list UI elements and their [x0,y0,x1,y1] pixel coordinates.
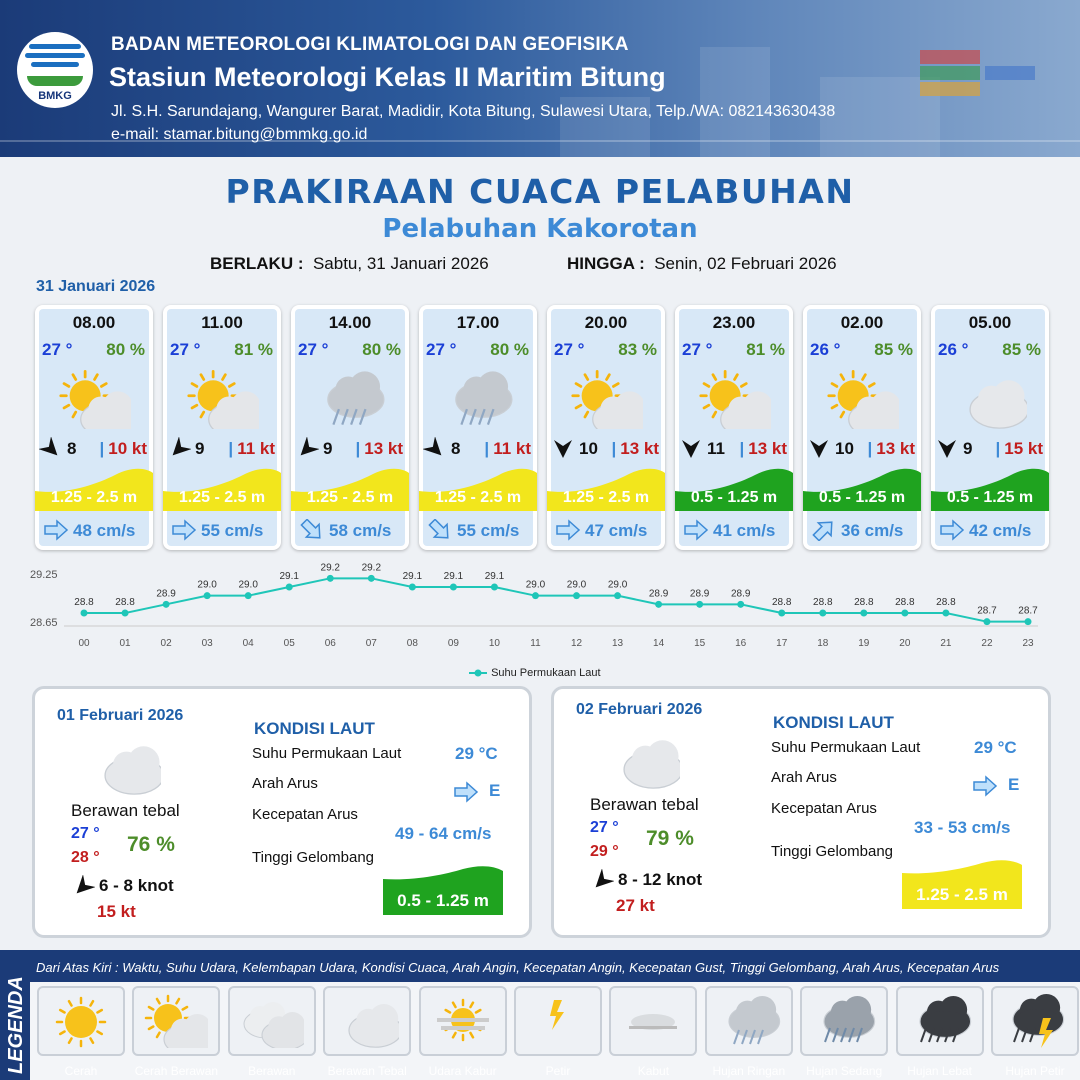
sst-point [122,610,129,617]
x-tick-label: 15 [694,638,706,649]
wind-direction-icon [935,437,959,461]
forecast-time: 05.00 [968,313,1012,332]
cerah-berawan-icon [825,367,899,429]
cerah-berawan-icon [144,992,208,1048]
x-tick-label: 17 [776,638,788,649]
forecast-time: 23.00 [712,313,756,332]
weather-icon [697,367,771,429]
legend-item-label: Berawan [248,1064,296,1078]
panel-temp-max: 28 ° [71,849,100,866]
current-speed-label: Kecepatan Arus [771,800,877,817]
sst-data-label: 28.8 [74,597,94,608]
sst-data-label: 29.1 [402,571,423,582]
x-tick-label: 13 [612,638,624,649]
sst-point [409,584,416,591]
gust-speed: | 13 kt [611,439,659,458]
current-speed-value: 33 - 53 cm/s [914,818,1011,837]
chart-legend: Suhu Permukaan Laut [468,667,601,679]
sst-point [1025,618,1032,625]
panel-humidity: 76 % [127,833,175,856]
sst-data-label: 29.0 [607,579,628,591]
x-tick-label: 06 [324,638,336,649]
panel-gust: 15 kt [97,902,136,921]
humidity: 80 % [490,340,529,359]
port-name: Pelabuhan Kakorotan [382,214,698,244]
legend-item-label: Hujan Ringan [712,1064,786,1078]
sst-point [778,610,785,617]
berawan-tebal-icon [335,992,399,1048]
sst-point [573,592,580,599]
legend-item [132,986,220,1080]
wave-height: 0.5 - 1.25 m [818,489,906,506]
sst-line-chart [28,560,1048,660]
bmkg-logo: BMKG [17,32,93,108]
legend-item-label: Berawan Tebal [327,1064,407,1078]
sst-value: 29 °C [974,738,1017,757]
x-tick-label: 08 [406,638,418,649]
legend-item-label: Cerah [64,1064,98,1078]
current-speed: 42 cm/s [969,521,1032,540]
y-tick-label: 29.25 [30,569,58,581]
sst-point [860,610,867,617]
current-speed: 58 cm/s [329,521,392,540]
legend-item [896,986,984,1080]
wind-speed: 9 [963,439,973,458]
x-tick-label: 09 [447,638,459,649]
wind-speed: 11 [707,439,725,458]
current-speed: 55 cm/s [201,521,264,540]
x-tick-label: 23 [1022,638,1034,649]
sea-condition-title: KONDISI LAUT [773,713,894,732]
sst-data-label: 28.8 [936,597,956,608]
current-direction-icon [43,519,69,541]
wave-label: Tinggi Gelombang [252,849,375,866]
sst-point [737,601,744,608]
hujan-ringan-icon [313,367,387,429]
current-direction-label: Arah Arus [252,775,318,792]
wind-direction-icon [807,437,831,461]
air-temperature: 27 ° [554,340,585,359]
sst-data-label: 28.9 [648,588,669,600]
petir-icon [526,992,590,1048]
current-direction-icon [811,519,837,541]
current-direction-value: E [489,781,501,800]
legend-title [2,950,30,1080]
sst-data-label: 28.8 [772,597,792,608]
humidity: 85 % [1002,340,1041,359]
wind-direction-icon [295,437,319,461]
x-tick-label: 19 [858,638,870,649]
udara-kabur-icon [431,992,495,1048]
weather-icon [569,367,643,429]
sst-data-label: 28.9 [730,588,751,600]
air-temperature: 27 ° [426,340,457,359]
panel-temp-min: 27 ° [71,825,100,842]
current-speed: 48 cm/s [73,521,136,540]
air-temperature: 26 ° [810,340,841,359]
hujan-petir-icon [1003,992,1067,1048]
current-direction-value: E [1008,775,1020,794]
forecast-time: 08.00 [72,313,116,332]
air-temperature: 27 ° [42,340,73,359]
humidity: 81 % [234,340,273,359]
page-title: PRAKIRAAN CUACA PELABUHAN [225,172,855,211]
sst-point [327,575,334,582]
cerah-berawan-icon [185,367,259,429]
gust-speed: | 11 kt [484,439,531,458]
current-direction-icon [453,781,479,808]
current-speed: 55 cm/s [457,521,520,540]
current-direction-label: Arah Arus [771,769,837,786]
x-tick-label: 01 [119,638,131,649]
x-tick-label: 03 [201,638,213,649]
forecast-card [419,305,537,550]
humidity: 80 % [362,340,401,359]
current-speed-value: 49 - 64 cm/s [395,824,492,843]
cerah-berawan-icon [57,367,131,429]
sst-data-label: 29.1 [443,571,464,582]
x-tick-label: 04 [242,638,254,649]
forecast-time: 20.00 [584,313,628,332]
sst-value: 29 °C [455,744,498,763]
sst-point [450,584,457,591]
panel-date: 02 Februari 2026 [576,701,703,718]
panel-wave-height: 0.5 - 1.25 m [397,891,489,910]
humidity: 80 % [106,340,145,359]
day-label: 31 Januari 2026 [36,278,156,295]
wind-speed: 10 [835,439,854,458]
wave-height: 1.25 - 2.5 m [178,489,266,506]
gust-speed: | 11 kt [228,439,275,458]
wind-speed: 8 [451,439,461,458]
x-tick-label: 00 [78,638,90,649]
sst-point [532,592,539,599]
current-speed: 47 cm/s [585,521,648,540]
sst-data-label: 28.8 [813,597,833,608]
panel-temp-max: 29 ° [590,843,619,860]
forecast-card [675,305,793,550]
panel-wave-height: 1.25 - 2.5 m [916,885,1008,904]
legend-item-label: Hujan Sedang [806,1064,883,1078]
panel-humidity: 79 % [646,827,694,850]
panel-weather-desc: Berawan tebal [590,795,699,814]
y-tick-label: 28.65 [30,617,58,629]
sst-point [655,601,662,608]
legend-item-label: Udara Kabur [428,1064,497,1078]
panel-date: 01 Februari 2026 [57,707,184,724]
sst-point [491,584,498,591]
legend-item-label: Hujan Lebat [907,1064,972,1078]
panel-gust: 27 kt [616,896,655,915]
x-tick-label: 07 [365,638,377,649]
sst-point [696,601,703,608]
wind-direction-icon [551,437,575,461]
wave-height: 0.5 - 1.25 m [946,489,1034,506]
current-direction-icon [427,519,453,541]
forecast-time: 11.00 [201,313,243,332]
cerah-berawan-icon [697,367,771,429]
sea-condition-title: KONDISI LAUT [254,719,375,738]
station-name: Stasiun Meteorologi Kelas II Maritim Bitung [109,62,666,92]
forecast-card [35,305,153,550]
legend-item [514,986,602,1080]
sst-data-label: 28.8 [895,597,915,608]
x-tick-label: 10 [488,638,500,649]
sst-point [245,592,252,599]
berawan-tebal-icon [953,367,1027,429]
cerah-berawan-icon [569,367,643,429]
current-direction-icon [972,775,998,802]
header-banner [0,0,1080,157]
air-temperature: 26 ° [938,340,969,359]
forecast-card [291,305,409,550]
x-tick-label: 18 [817,638,829,649]
legend-item [705,986,793,1080]
wind-direction-icon [39,437,63,461]
humidity: 85 % [874,340,913,359]
wind-direction-icon [167,437,191,461]
sst-data-label: 28.7 [977,605,997,617]
panel-weather-icon [89,733,161,800]
legend-item-label: Hujan Petir [1005,1064,1065,1078]
gust-speed: | 10 kt [99,439,147,458]
wave-height: 1.25 - 2.5 m [562,489,650,506]
berawan-icon [240,992,304,1048]
legend-item [800,986,888,1080]
x-tick-label: 16 [735,638,747,649]
current-direction-icon [939,519,965,541]
wind-speed: 9 [323,439,333,458]
sst-data-label: 28.9 [156,588,176,600]
air-temperature: 27 ° [298,340,329,359]
wind-speed: 8 [67,439,77,458]
humidity: 81 % [746,340,785,359]
weather-icon [825,367,899,429]
hujan-sedang-icon [812,992,876,1048]
humidity: 83 % [618,340,657,359]
panel-wind-direction-icon [590,869,612,891]
sst-data-label: 29.1 [279,571,299,582]
sst-point [942,610,949,617]
air-temperature: 27 ° [170,340,201,359]
wave-label: Tinggi Gelombang [771,843,894,860]
valid-to: HINGGA : Senin, 02 Februari 2026 [567,254,837,273]
legend-item-label: Kabut [637,1064,670,1078]
panel-wind-direction-icon [71,875,93,897]
current-direction-icon [683,519,709,541]
hujan-ringan-icon [717,992,781,1048]
day-panel [551,686,1051,938]
legend-item [228,986,316,1080]
forecast-time: 02.00 [840,313,884,332]
panel-weather-desc: Berawan tebal [71,801,180,820]
legend-item-label: Cerah Berawan [134,1064,219,1078]
sst-data-label: 29.0 [238,579,258,591]
forecast-time: 17.00 [456,313,500,332]
gust-speed: | 13 kt [355,439,403,458]
sst-data-label: 29.2 [320,562,340,574]
sst-data-label: 29.2 [361,562,382,574]
sst-point [286,584,293,591]
address: Jl. S.H. Sarundajang, Wangurer Barat, Madidir, Kota Bitung, Sulawesi Utara, Telp./WA: 082143630438 [111,103,836,120]
wave-height: 1.25 - 2.5 m [434,489,522,506]
svg-text:LEGENDA: LEGENDA [5,976,27,1074]
forecast-time: 14.00 [328,313,372,332]
sst-point [163,601,170,608]
x-tick-label: 11 [530,638,541,649]
sst-label: Suhu Permukaan Laut [771,739,921,756]
current-speed-label: Kecepatan Arus [252,806,358,823]
current-direction-icon [299,519,325,541]
legend-item [609,986,697,1080]
wind-speed: 9 [195,439,205,458]
gust-speed: | 13 kt [867,439,915,458]
weather-icon [953,367,1027,429]
sst-data-label: 28.8 [115,597,135,608]
sst-data-label: 29.0 [566,579,587,591]
sst-data-label: 29.1 [484,571,505,582]
current-speed: 41 cm/s [713,521,776,540]
sst-data-label: 28.8 [854,597,874,608]
sst-point [368,575,375,582]
panel-weather-icon [608,727,680,794]
current-direction-icon [171,519,197,541]
weather-icon [57,367,131,429]
valid-from: BERLAKU : Sabtu, 31 Januari 2026 [210,254,489,273]
hujan-lebat-icon [908,992,972,1048]
sst-label: Suhu Permukaan Laut [252,745,402,762]
forecast-card [547,305,665,550]
org-name: BADAN METEOROLOGI KLIMATOLOGI DAN GEOFISIKA [111,34,629,55]
panel-wind-speed: 6 - 8 knot [99,876,174,895]
forecast-card [803,305,921,550]
wave-height: 1.25 - 2.5 m [50,489,138,506]
weather-icon [185,367,259,429]
legend-description: Dari Atas Kiri : Waktu, Suhu Udara, Kelembapan Udara, Kondisi Cuaca, Arah Angin, Kecepatan Angin, Kecepatan Gust, Tinggi Gelombang, Arah Arus, Kecepatan Arus [36,960,1000,975]
sst-series-line [84,578,1028,621]
sst-point [901,610,908,617]
legend-item [37,986,125,1080]
sst-data-label: 28.7 [1018,605,1038,617]
sst-point [819,610,826,617]
wind-direction-icon [423,437,447,461]
sst-data-label: 29.0 [197,579,217,591]
x-tick-label: 22 [981,638,993,649]
forecast-card [163,305,281,550]
wave-height: 0.5 - 1.25 m [690,489,778,506]
wind-speed: 10 [579,439,598,458]
x-tick-label: 21 [940,638,952,649]
legend [0,950,1080,1080]
panel-temp-min: 27 ° [590,819,619,836]
cerah-icon [49,992,113,1048]
day-panel [32,686,532,938]
wind-direction-icon [679,437,703,461]
panel-wind-speed: 8 - 12 knot [618,870,703,889]
sst-point [983,618,990,625]
berawan-tebal-icon [608,727,680,789]
gust-speed: | 13 kt [739,439,787,458]
forecast-card [931,305,1049,550]
legend-item [323,986,411,1080]
berawan-tebal-icon [89,733,161,795]
sst-data-label: 29.0 [525,579,546,591]
sst-point [81,610,88,617]
sst-data-label: 28.9 [689,588,710,600]
weather-icon [313,367,387,429]
current-direction-icon [555,519,581,541]
sst-point [204,592,211,599]
gust-speed: | 15 kt [995,439,1043,458]
weather-icon [441,367,515,429]
legend-item-label: Petir [545,1064,571,1078]
current-speed: 36 cm/s [841,521,904,540]
legend-item [991,986,1079,1080]
wave-height: 1.25 - 2.5 m [306,489,394,506]
x-tick-label: 20 [899,638,911,649]
air-temperature: 27 ° [682,340,713,359]
x-tick-label: 05 [283,638,295,649]
email: e-mail: stamar.bitung@bmmkg.go.id [111,126,368,143]
kabut-icon [621,992,685,1048]
x-tick-label: 12 [570,638,583,649]
x-tick-label: 14 [653,638,665,649]
hujan-ringan-icon [441,367,515,429]
legend-item [419,986,507,1080]
sst-point [614,592,621,599]
x-tick-label: 02 [160,638,172,649]
